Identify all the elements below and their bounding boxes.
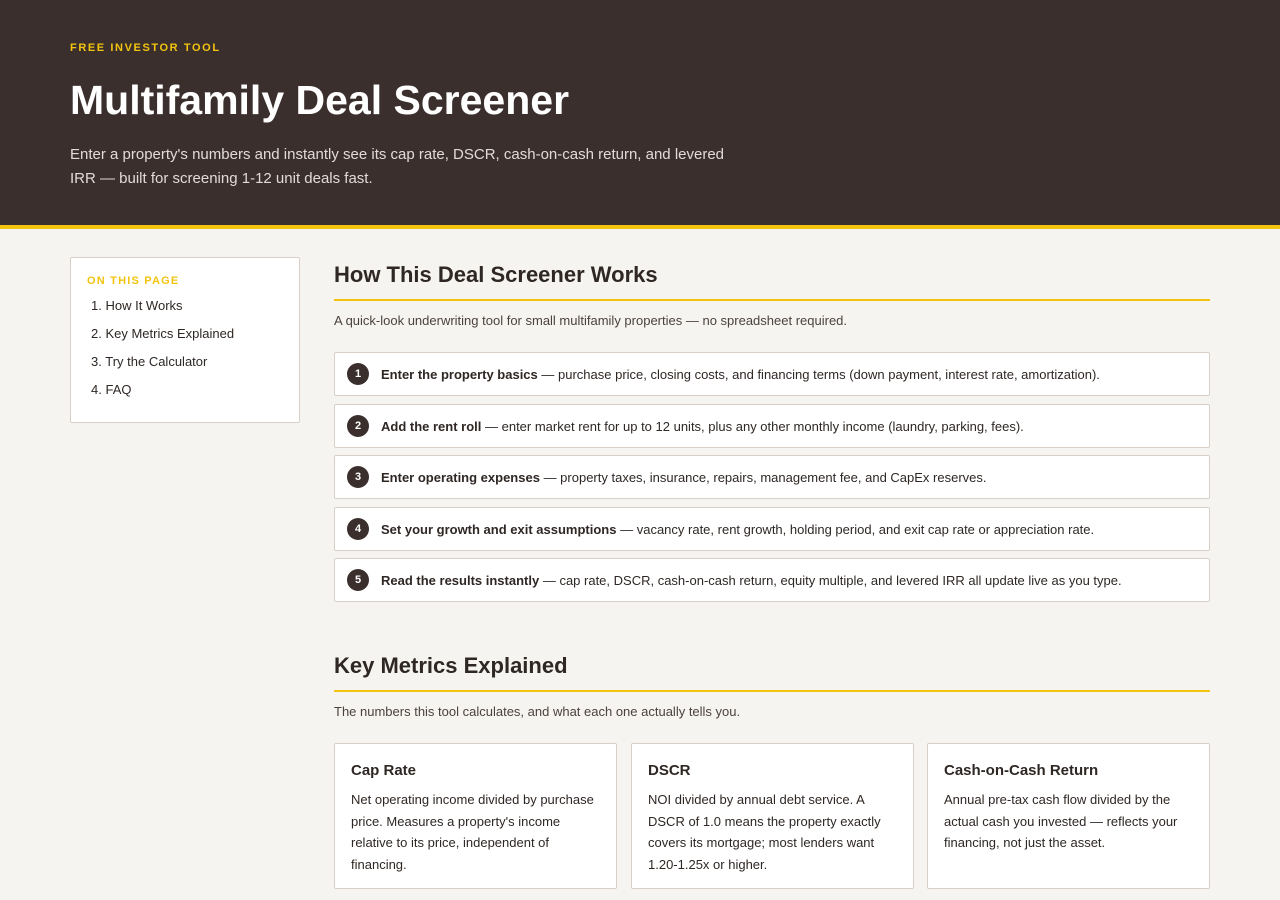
step-text: Read the results instantly — cap rate, DSCR, cash-on-cash return, equity multiple, and levered IRR all update live as you type. bbox=[381, 573, 1122, 588]
toc-list bbox=[91, 298, 234, 410]
step-text: Enter operating expenses — property taxes, insurance, repairs, management fee, and CapEx reserves. bbox=[381, 470, 987, 485]
hero-lead: Enter a property's numbers and instantly see its cap rate, DSCR, cash-on-cash return, and levered IRR — built for screening 1-12 unit deals fast. bbox=[70, 146, 725, 187]
toc-link-how-it-works[interactable]: 1. How It Works bbox=[91, 298, 183, 313]
step-number-badge: 3 bbox=[347, 466, 369, 488]
toc-link-faq[interactable]: 4. FAQ bbox=[91, 382, 132, 397]
step-item bbox=[334, 558, 1210, 602]
how-it-works-subtitle: A quick-look underwriting tool for small multifamily properties — no spreadsheet required. bbox=[334, 313, 848, 328]
step-item bbox=[334, 404, 1210, 448]
step-item bbox=[334, 455, 1210, 499]
step-number-badge: 2 bbox=[347, 415, 369, 437]
toc-link-key-metrics[interactable]: 2. Key Metrics Explained bbox=[91, 326, 235, 341]
metric-card-title: Cash-on-Cash Return bbox=[944, 762, 1099, 779]
metric-card-title: DSCR bbox=[648, 762, 691, 779]
step-number-badge: 5 bbox=[347, 569, 369, 591]
key-metrics-heading: Key Metrics Explained bbox=[334, 653, 1210, 692]
step-text: Enter the property basics — purchase price, closing costs, and financing terms (down payment, interest rate, amortization). bbox=[381, 367, 1100, 382]
toc-title: ON THIS PAGE bbox=[87, 275, 180, 287]
page-title: Multifamily Deal Screener bbox=[70, 77, 570, 123]
metric-card-body: NOI divided by annual debt service. A DSCR of 1.0 means the property exactly covers its mortgage; most lenders want 1.20-1.25x or higher. bbox=[648, 792, 881, 872]
step-item bbox=[334, 352, 1210, 396]
metric-card-title: Cap Rate bbox=[351, 762, 417, 779]
toc-link-calculator[interactable]: 3. Try the Calculator bbox=[91, 354, 208, 369]
toc-item-how-it-works bbox=[91, 298, 234, 326]
toc-item-key-metrics bbox=[91, 326, 234, 354]
step-number-badge: 4 bbox=[347, 518, 369, 540]
toc-item-faq bbox=[91, 382, 234, 410]
toc-item-calculator bbox=[91, 354, 234, 382]
how-it-works-heading: How This Deal Screener Works bbox=[334, 262, 1210, 301]
metric-card-cap-rate bbox=[334, 743, 617, 889]
step-text: Set your growth and exit assumptions — vacancy rate, rent growth, holding period, and exit cap rate or appreciation rate. bbox=[381, 522, 1095, 537]
hero-eyebrow: FREE INVESTOR TOOL bbox=[70, 42, 221, 54]
metric-card-body: Annual pre-tax cash flow divided by the actual cash you invested — reflects your financing, not just the asset. bbox=[944, 792, 1178, 850]
metric-card-cash-on-cash bbox=[927, 743, 1210, 889]
step-item bbox=[334, 507, 1210, 551]
step-text: Add the rent roll — enter market rent for up to 12 units, plus any other monthly income (laundry, parking, fees). bbox=[381, 419, 1024, 434]
hero-banner bbox=[0, 0, 1280, 229]
step-number-badge: 1 bbox=[347, 363, 369, 385]
key-metrics-subtitle: The numbers this tool calculates, and what each one actually tells you. bbox=[334, 704, 741, 719]
metric-card-body: Net operating income divided by purchase price. Measures a property's income relative to its price, independent of financing. bbox=[351, 792, 594, 872]
metric-card-dscr bbox=[631, 743, 914, 889]
table-of-contents bbox=[70, 257, 300, 423]
